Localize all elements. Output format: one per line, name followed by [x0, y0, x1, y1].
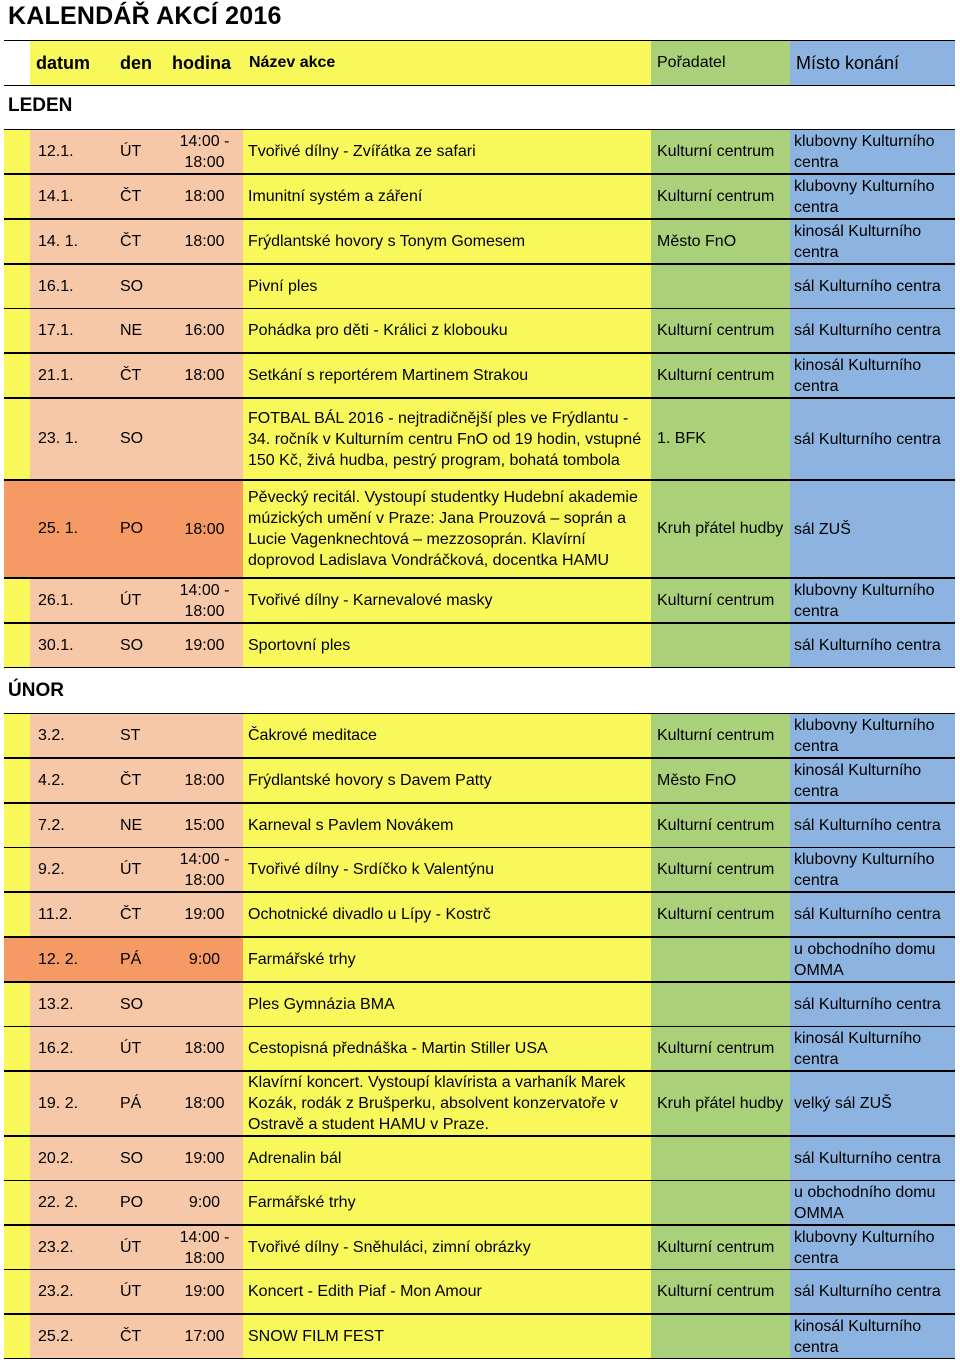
event-venue: sál ZUŠ — [790, 481, 955, 577]
event-organizer: Kulturní centrum — [651, 309, 790, 352]
event-name: SNOW FILM FEST — [243, 1315, 651, 1358]
event-venue: sál Kulturního centra — [790, 1137, 955, 1180]
event-date: 26.1. — [30, 579, 114, 622]
event-organizer: Kulturní centrum — [651, 804, 790, 847]
event-day: ÚT — [114, 1270, 166, 1313]
event-time: 17:00 — [166, 1315, 243, 1358]
row-spacer — [4, 1226, 30, 1269]
event-name: Frýdlantské hovory s Davem Patty — [243, 759, 651, 802]
event-name: Cestopisná přednáška - Martin Stiller USA — [243, 1027, 651, 1070]
row-spacer — [4, 848, 30, 891]
event-organizer: Kulturní centrum — [651, 130, 790, 173]
event-date: 13.2. — [30, 983, 114, 1026]
table-row — [4, 892, 955, 937]
event-organizer: Kulturní centrum — [651, 1270, 790, 1313]
header-spacer — [4, 41, 30, 85]
row-spacer — [4, 1137, 30, 1180]
event-name: Pěvecký recitál. Vystoupí studentky Hudební akademie múzických umění v Praze: Jana Prouzová – soprán a Lucie Vagenknechtová – mezzosoprán. Klavírní doprovod Ladislava Vondráčková, docentka HAMU — [243, 481, 651, 577]
event-date: 25. 1. — [30, 481, 114, 577]
event-name: Ochotnické divadlo u Lípy - Kostrč — [243, 893, 651, 936]
event-time: 19:00 — [166, 1137, 243, 1180]
row-spacer — [4, 983, 30, 1026]
row-spacer — [4, 1027, 30, 1070]
row-spacer — [4, 714, 30, 757]
event-day: ČT — [114, 893, 166, 936]
month-heading-unor: ÚNOR — [8, 680, 64, 701]
event-time — [166, 983, 243, 1026]
event-time — [166, 265, 243, 308]
event-name: Tvořivé dílny - Srdíčko k Valentýnu — [243, 848, 651, 891]
event-day: NE — [114, 804, 166, 847]
event-time: 19:00 — [166, 893, 243, 936]
event-venue: sál Kulturního centra — [790, 309, 955, 352]
event-name: Karneval s Pavlem Novákem — [243, 804, 651, 847]
event-day: ÚT — [114, 579, 166, 622]
table-row — [4, 1314, 955, 1359]
row-spacer — [4, 1072, 30, 1135]
event-day: ÚT — [114, 848, 166, 891]
table-header — [4, 40, 955, 86]
event-organizer — [651, 1181, 790, 1224]
event-date: 11.2. — [30, 893, 114, 936]
event-date: 12.1. — [30, 130, 114, 173]
header-datum: datum — [30, 41, 114, 85]
event-venue: kinosál Kulturního centra — [790, 220, 955, 263]
event-day: ÚT — [114, 1226, 166, 1269]
month-heading-leden: LEDEN — [8, 95, 73, 116]
event-time: 19:00 — [166, 1270, 243, 1313]
event-time: 18:00 — [166, 481, 243, 577]
event-name: Klavírní koncert. Vystoupí klavírista a varhaník Marek Kozák, rodák z Brušperku, absolvent konzervatoře v Ostravě a student HAMU v Praze. — [243, 1072, 651, 1135]
event-date: 19. 2. — [30, 1072, 114, 1135]
event-date: 23. 1. — [30, 399, 114, 479]
event-date: 25.2. — [30, 1315, 114, 1358]
event-venue: u obchodního domu OMMA — [790, 938, 955, 981]
row-spacer — [4, 175, 30, 218]
event-venue: klubovny Kulturního centra — [790, 1226, 955, 1269]
table-row — [4, 578, 955, 623]
row-spacer — [4, 938, 30, 981]
event-organizer: Kruh přátel hudby — [651, 481, 790, 577]
event-venue: u obchodního domu OMMA — [790, 1181, 955, 1224]
table-row — [4, 758, 955, 803]
event-organizer: Kulturní centrum — [651, 175, 790, 218]
row-spacer — [4, 309, 30, 352]
event-day: ČT — [114, 1315, 166, 1358]
table-row — [4, 623, 955, 668]
event-name: Ples Gymnázia BMA — [243, 983, 651, 1026]
table-row — [4, 174, 955, 219]
event-name: Tvořivé dílny - Sněhuláci, zimní obrázky — [243, 1226, 651, 1269]
table-row — [4, 219, 955, 264]
table-row — [4, 1269, 955, 1314]
table-row — [4, 713, 955, 758]
event-time: 14:00 - 18:00 — [166, 848, 243, 891]
event-name: Sportovní ples — [243, 624, 651, 667]
event-time: 18:00 — [166, 759, 243, 802]
event-name: Farmářské trhy — [243, 1181, 651, 1224]
event-time: 18:00 — [166, 175, 243, 218]
event-time — [166, 714, 243, 757]
event-date: 21.1. — [30, 354, 114, 397]
event-date: 14.1. — [30, 175, 114, 218]
event-name: Tvořivé dílny - Karnevalové masky — [243, 579, 651, 622]
event-organizer: Kulturní centrum — [651, 354, 790, 397]
event-day: NE — [114, 309, 166, 352]
event-day: SO — [114, 624, 166, 667]
event-name: Koncert - Edith Piaf - Mon Amour — [243, 1270, 651, 1313]
table-row — [4, 264, 955, 309]
table-row — [4, 982, 955, 1027]
event-date: 23.2. — [30, 1270, 114, 1313]
event-day: ČT — [114, 759, 166, 802]
row-spacer — [4, 1181, 30, 1224]
event-name: Farmářské trhy — [243, 938, 651, 981]
event-venue: klubovny Kulturního centra — [790, 175, 955, 218]
event-name: Imunitní systém a záření — [243, 175, 651, 218]
event-venue: sál Kulturního centra — [790, 265, 955, 308]
event-name: Setkání s reportérem Martinem Strakou — [243, 354, 651, 397]
event-day: ÚT — [114, 1027, 166, 1070]
table-row — [4, 1136, 955, 1181]
event-organizer: Kulturní centrum — [651, 579, 790, 622]
row-spacer — [4, 804, 30, 847]
event-date: 12. 2. — [30, 938, 114, 981]
event-day: SO — [114, 983, 166, 1026]
event-venue: sál Kulturního centra — [790, 1270, 955, 1313]
event-venue: sál Kulturního centra — [790, 624, 955, 667]
event-day: SO — [114, 1137, 166, 1180]
page-title: KALENDÁŘ AKCÍ 2016 — [8, 2, 282, 30]
event-name: Pivní ples — [243, 265, 651, 308]
event-venue: kinosál Kulturního centra — [790, 1027, 955, 1070]
event-date: 30.1. — [30, 624, 114, 667]
event-day: PÁ — [114, 938, 166, 981]
event-venue: sál Kulturního centra — [790, 983, 955, 1026]
event-date: 14. 1. — [30, 220, 114, 263]
event-date: 16.2. — [30, 1027, 114, 1070]
event-time: 18:00 — [166, 220, 243, 263]
event-day: ČT — [114, 175, 166, 218]
event-time — [166, 399, 243, 479]
event-time: 9:00 — [166, 1181, 243, 1224]
table-row — [4, 937, 955, 982]
header-hodina: hodina — [166, 41, 243, 85]
header-den: den — [114, 41, 166, 85]
event-organizer: Kulturní centrum — [651, 848, 790, 891]
table-row — [4, 1071, 955, 1136]
row-spacer — [4, 265, 30, 308]
event-day: PO — [114, 1181, 166, 1224]
row-spacer — [4, 893, 30, 936]
table-row — [4, 1225, 955, 1270]
row-spacer — [4, 759, 30, 802]
event-date: 17.1. — [30, 309, 114, 352]
header-nazev: Název akce — [243, 41, 651, 85]
event-venue: sál Kulturního centra — [790, 893, 955, 936]
row-spacer — [4, 579, 30, 622]
table-row — [4, 1026, 955, 1071]
row-spacer — [4, 130, 30, 173]
row-spacer — [4, 481, 30, 577]
event-date: 20.2. — [30, 1137, 114, 1180]
event-venue: klubovny Kulturního centra — [790, 579, 955, 622]
event-organizer: Kulturní centrum — [651, 714, 790, 757]
event-venue: kinosál Kulturního centra — [790, 354, 955, 397]
event-day: ÚT — [114, 130, 166, 173]
table-row — [4, 480, 955, 578]
event-venue: klubovny Kulturního centra — [790, 130, 955, 173]
event-organizer: 1. BFK — [651, 399, 790, 479]
event-time: 18:00 — [166, 354, 243, 397]
event-venue: sál Kulturního centra — [790, 399, 955, 479]
row-spacer — [4, 1270, 30, 1313]
event-time: 14:00 - 18:00 — [166, 1226, 243, 1269]
event-date: 16.1. — [30, 265, 114, 308]
table-row — [4, 1180, 955, 1225]
table-row — [4, 129, 955, 174]
event-time: 18:00 — [166, 1072, 243, 1135]
event-venue: klubovny Kulturního centra — [790, 848, 955, 891]
event-organizer — [651, 983, 790, 1026]
event-name: Pohádka pro děti - Králici z klobouku — [243, 309, 651, 352]
event-organizer — [651, 1137, 790, 1180]
event-day: ČT — [114, 354, 166, 397]
event-venue: velký sál ZUŠ — [790, 1072, 955, 1135]
event-name: Čakrové meditace — [243, 714, 651, 757]
event-organizer — [651, 265, 790, 308]
event-organizer: Kulturní centrum — [651, 1226, 790, 1269]
event-day: SO — [114, 265, 166, 308]
event-venue: klubovny Kulturního centra — [790, 714, 955, 757]
event-venue: kinosál Kulturního centra — [790, 1315, 955, 1358]
event-time: 14:00 - 18:00 — [166, 130, 243, 173]
event-organizer — [651, 1315, 790, 1358]
event-organizer: Kruh přátel hudby — [651, 1072, 790, 1135]
event-organizer: Město FnO — [651, 220, 790, 263]
header-poradatel: Pořadatel — [651, 41, 790, 85]
table-row — [4, 803, 955, 848]
event-organizer: Město FnO — [651, 759, 790, 802]
event-day: ST — [114, 714, 166, 757]
event-time: 15:00 — [166, 804, 243, 847]
event-day: ČT — [114, 220, 166, 263]
event-date: 4.2. — [30, 759, 114, 802]
event-name: FOTBAL BÁL 2016 - nejtradičnější ples ve Frýdlantu - 34. ročník v Kulturním centru FnO od 19 hodin, vstupné 150 Kč, živá hudba, pestrý program, bohatá tombola — [243, 399, 651, 479]
table-row — [4, 398, 955, 480]
event-name: Adrenalin bál — [243, 1137, 651, 1180]
event-organizer: Kulturní centrum — [651, 1027, 790, 1070]
event-day: SO — [114, 399, 166, 479]
event-organizer — [651, 624, 790, 667]
event-day: PÁ — [114, 1072, 166, 1135]
row-spacer — [4, 354, 30, 397]
event-date: 3.2. — [30, 714, 114, 757]
event-date: 23.2. — [30, 1226, 114, 1269]
header-misto: Místo konání — [790, 41, 955, 85]
row-spacer — [4, 220, 30, 263]
event-time: 14:00 - 18:00 — [166, 579, 243, 622]
event-date: 9.2. — [30, 848, 114, 891]
table-row — [4, 847, 955, 892]
event-date: 22. 2. — [30, 1181, 114, 1224]
event-organizer: Kulturní centrum — [651, 893, 790, 936]
event-venue: sál Kulturního centra — [790, 804, 955, 847]
row-spacer — [4, 399, 30, 479]
event-date: 7.2. — [30, 804, 114, 847]
event-time: 18:00 — [166, 1027, 243, 1070]
event-name: Frýdlantské hovory s Tonym Gomesem — [243, 220, 651, 263]
row-spacer — [4, 624, 30, 667]
event-name: Tvořivé dílny - Zvířátka ze safari — [243, 130, 651, 173]
table-row — [4, 353, 955, 398]
event-time: 19:00 — [166, 624, 243, 667]
event-time: 9:00 — [166, 938, 243, 981]
row-spacer — [4, 1315, 30, 1358]
table-row — [4, 308, 955, 353]
event-venue: kinosál Kulturního centra — [790, 759, 955, 802]
event-organizer — [651, 938, 790, 981]
event-time: 16:00 — [166, 309, 243, 352]
event-day: PO — [114, 481, 166, 577]
